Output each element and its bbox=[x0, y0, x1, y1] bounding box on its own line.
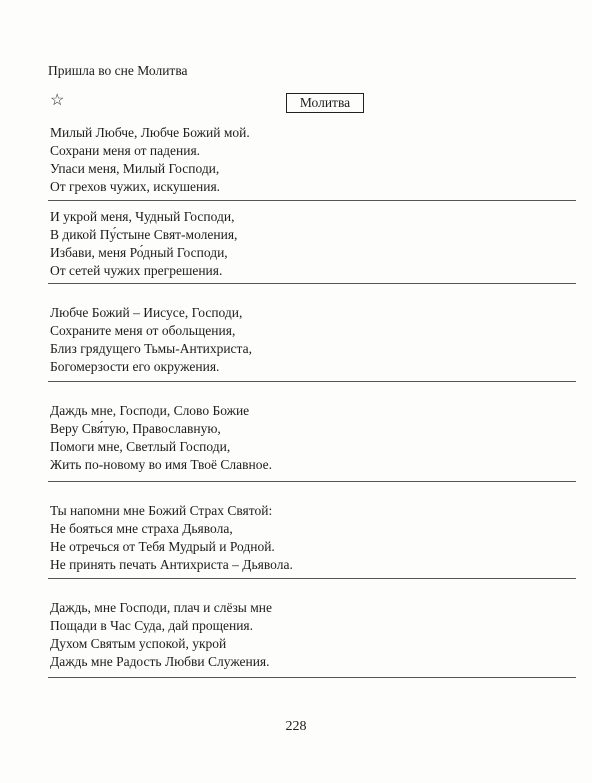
page-number: 228 bbox=[285, 719, 307, 734]
stanza-line: Богомерзости его окружения. bbox=[50, 359, 220, 374]
stanza-line: В дикой Пу́стыне Свят-моления, bbox=[50, 227, 238, 242]
separator-line bbox=[48, 283, 576, 284]
separator-line bbox=[48, 381, 576, 382]
stanza-6 bbox=[50, 599, 272, 671]
star-outline-icon: ☆ bbox=[50, 92, 65, 109]
stanza-line: Упаси меня, Милый Господи, bbox=[50, 161, 220, 176]
stanza-2 bbox=[50, 208, 237, 280]
stanza-line: Не принять печать Антихриста – Дьявола. bbox=[50, 557, 293, 572]
stanza-line: Не отречься от Тебя Мудрый и Родной. bbox=[50, 539, 275, 554]
prayer-title-box: Молитва bbox=[286, 93, 364, 113]
stanza-5 bbox=[50, 502, 293, 574]
stanza-line: Милый Любче, Любче Божий мой. bbox=[50, 125, 250, 140]
stanza-1 bbox=[50, 124, 250, 196]
stanza-line: От грехов чужих, искушения. bbox=[50, 179, 221, 194]
separator-line bbox=[48, 481, 576, 482]
separator-line bbox=[48, 677, 576, 678]
stanza-line: Даждь мне, Господи, Слово Божие bbox=[50, 403, 250, 418]
stanza-line: Сохраните меня от обольщения, bbox=[50, 323, 236, 338]
stanza-line: Помоги мне, Светлый Господи, bbox=[50, 439, 231, 454]
stanza-line: Любче Божий – Иисусе, Господи, bbox=[50, 305, 243, 320]
stanza-line: Веру Свя́тую, Православную, bbox=[50, 421, 221, 436]
stanza-line: Даждь мне Радость Любви Служения. bbox=[50, 654, 270, 669]
stanza-line: Духом Святым успокой, укрой bbox=[50, 636, 227, 651]
stanza-line: Сохрани меня от падения. bbox=[50, 143, 201, 158]
stanza-line: Ты напомни мне Божий Страх Святой: bbox=[50, 503, 273, 518]
separator-line bbox=[48, 578, 576, 579]
stanza-line: Близ грядущего Тьмы-Антихриста, bbox=[50, 341, 252, 356]
stanza-line: От сетей чужих прегрешения. bbox=[50, 263, 223, 278]
stanza-line: Избави, меня Ро́дный Господи, bbox=[50, 245, 228, 260]
page-heading: Пришла во сне Молитва bbox=[48, 63, 188, 78]
stanza-4 bbox=[50, 402, 272, 474]
stanza-line: Даждь, мне Господи, плач и слёзы мне bbox=[50, 600, 272, 615]
stanza-line: Пощади в Час Суда, дай прощения. bbox=[50, 618, 254, 633]
stanza-3 bbox=[50, 304, 252, 376]
stanza-line: И укрой меня, Чудный Господи, bbox=[50, 209, 235, 224]
stanza-line: Жить по-новому во имя Твоё Славное. bbox=[50, 457, 272, 472]
separator-line bbox=[48, 200, 576, 201]
stanza-line: Не бояться мне страха Дьявола, bbox=[50, 521, 233, 536]
